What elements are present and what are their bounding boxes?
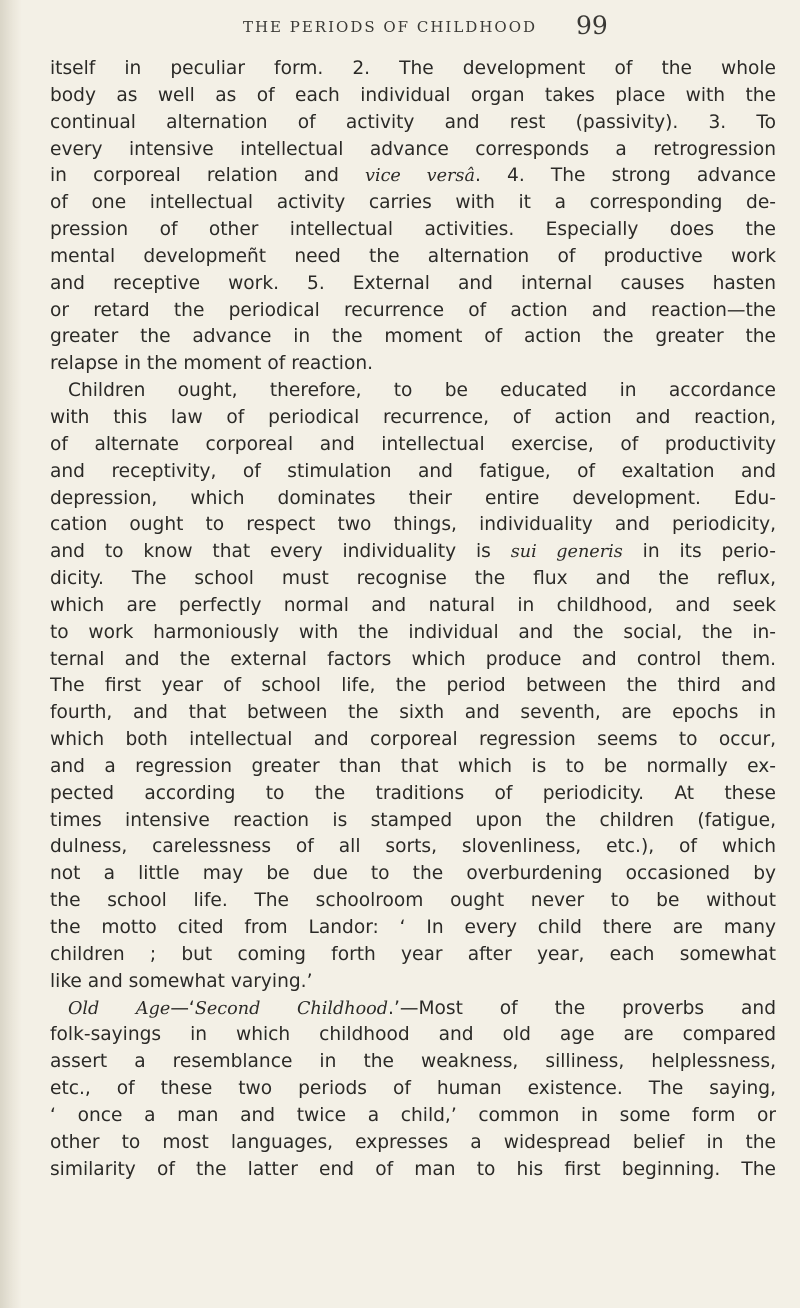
text-line [50, 620, 776, 647]
text-run: greater the advance in the moment of action the greater the [50, 326, 776, 348]
text-line [50, 888, 776, 915]
text-line [50, 1157, 776, 1184]
text-line [50, 1022, 776, 1049]
text-line [50, 861, 776, 888]
text-run: to work harmoniously with the individual and the social, the in- [50, 621, 776, 643]
text-run: .’—Most of the proverbs and [388, 997, 776, 1019]
text-line [50, 996, 776, 1023]
text-line [50, 647, 776, 674]
page-number: 99 [576, 11, 608, 40]
text-line [50, 378, 776, 405]
text-line [50, 1103, 776, 1130]
text-line [50, 808, 776, 835]
text-run: body as well as of each individual organ takes place with the [50, 84, 776, 106]
text-run: not a little may be due to the overburdening occasioned by [50, 863, 776, 885]
text-line [50, 593, 776, 620]
text-line [50, 1130, 776, 1157]
text-run: pected according to the traditions of periodicity. At these [50, 782, 776, 804]
text-line [50, 56, 776, 83]
text-run: of one intellectual activity carries with it a corresponding de- [50, 192, 776, 214]
text-run: in its perio- [622, 541, 776, 563]
text-line [50, 298, 776, 325]
text-run: and receptive work. 5. External and internal causes hasten [50, 272, 776, 294]
text-line [50, 834, 776, 861]
text-run: which both intellectual and corporeal regression seems to occur, [50, 729, 776, 751]
text-line [50, 539, 776, 566]
text-line [50, 405, 776, 432]
text-run: The first year of school life, the period between the third and [50, 675, 776, 697]
text-line [50, 942, 776, 969]
text-line [50, 137, 776, 164]
page-binding-shadow [0, 0, 22, 1308]
text-line [50, 351, 776, 378]
text-line [50, 727, 776, 754]
text-run: —‘ [170, 997, 195, 1019]
text-run: folk-sayings in which childhood and old age are compared [50, 1024, 776, 1046]
text-line [50, 915, 776, 942]
italic-phrase: Second Childhood [194, 998, 389, 1019]
text-run: and to know that every individuality is [50, 541, 511, 563]
italic-phrase: Old Age [68, 998, 171, 1019]
text-line [50, 566, 776, 593]
text-run: continual alternation of activity and rest (passivity). 3. To [50, 111, 776, 133]
text-line [50, 163, 776, 190]
text-line [50, 969, 776, 996]
text-run: like and somewhat varying.’ [50, 970, 313, 992]
text-run: Children ought, therefore, to be educated in accordance [68, 380, 776, 402]
text-run: fourth, and that between the sixth and seventh, are epochs in [50, 702, 776, 724]
text-line [50, 244, 776, 271]
text-run: of alternate corporeal and intellectual exercise, of productivity [50, 433, 776, 455]
text-run: or retard the periodical recurrence of action and reaction—the [50, 299, 776, 321]
italic-phrase: sui generis [510, 542, 623, 563]
text-line [50, 1076, 776, 1103]
text-run: ternal and the external factors which produce and control them. [50, 648, 776, 670]
text-run: times intensive reaction is stamped upon the children (fatigue, [50, 809, 776, 831]
text-line [50, 459, 776, 486]
text-run: . 4. The strong advance [474, 165, 776, 187]
text-line [50, 190, 776, 217]
text-line [50, 673, 776, 700]
italic-phrase: vice versâ [365, 166, 475, 187]
text-run: and receptivity, of stimulation and fatigue, of exaltation and [50, 460, 776, 482]
text-run: relapse in the moment of reaction. [50, 353, 374, 375]
text-run: assert a resemblance in the weakness, silliness, helplessness, [50, 1051, 776, 1073]
text-run: pression of other intellectual activities. Especially does the [50, 219, 776, 241]
text-line [50, 110, 776, 137]
text-line [50, 217, 776, 244]
text-run: etc., of these two periods of human existence. The saying, [50, 1078, 776, 1100]
text-run: mental developmeñt need the alternation of productive work [50, 245, 776, 267]
text-run: similarity of the latter end of man to his first beginning. The [50, 1158, 776, 1180]
text-run: every intensive intellectual advance corresponds a retrogression [50, 138, 776, 160]
text-run: which are perfectly normal and natural in childhood, and seek [50, 594, 776, 616]
text-line [50, 432, 776, 459]
text-line [50, 512, 776, 539]
running-title: THE PERIODS OF CHILDHOOD [242, 18, 538, 36]
text-line [50, 271, 776, 298]
text-run: depression, which dominates their entire development. Edu- [50, 487, 776, 509]
text-run: children ; but coming forth year after year, each somewhat [50, 943, 776, 965]
text-run: the motto cited from Landor: ‘ In every child there are many [50, 917, 776, 938]
text-run: dicity. The school must recognise the flux and the reflux, [50, 568, 776, 590]
body-text [50, 56, 776, 1183]
text-line [50, 781, 776, 808]
text-line [50, 700, 776, 727]
text-run: cation ought to respect two things, individuality and periodicity, [50, 514, 776, 536]
text-line [50, 1049, 776, 1076]
text-run: and a regression greater than that which is to be normally ex- [50, 755, 776, 777]
text-run: dulness, carelessness of all sorts, slovenliness, etc.), of which [50, 836, 776, 858]
text-line [50, 754, 776, 781]
text-run: the school life. The schoolroom ought never to be without [50, 890, 776, 912]
text-line [50, 83, 776, 110]
text-line [50, 486, 776, 513]
text-run: ‘ once a man and twice a child,’ common in some form or [50, 1104, 776, 1126]
text-line [50, 324, 776, 351]
text-run: in corporeal relation and [50, 165, 366, 187]
text-run: with this law of periodical recurrence, of action and reaction, [50, 406, 776, 428]
text-run: other to most languages, expresses a widespread belief in the [50, 1131, 776, 1153]
text-run: itself in peculiar form. 2. The development of the whole [50, 58, 776, 79]
